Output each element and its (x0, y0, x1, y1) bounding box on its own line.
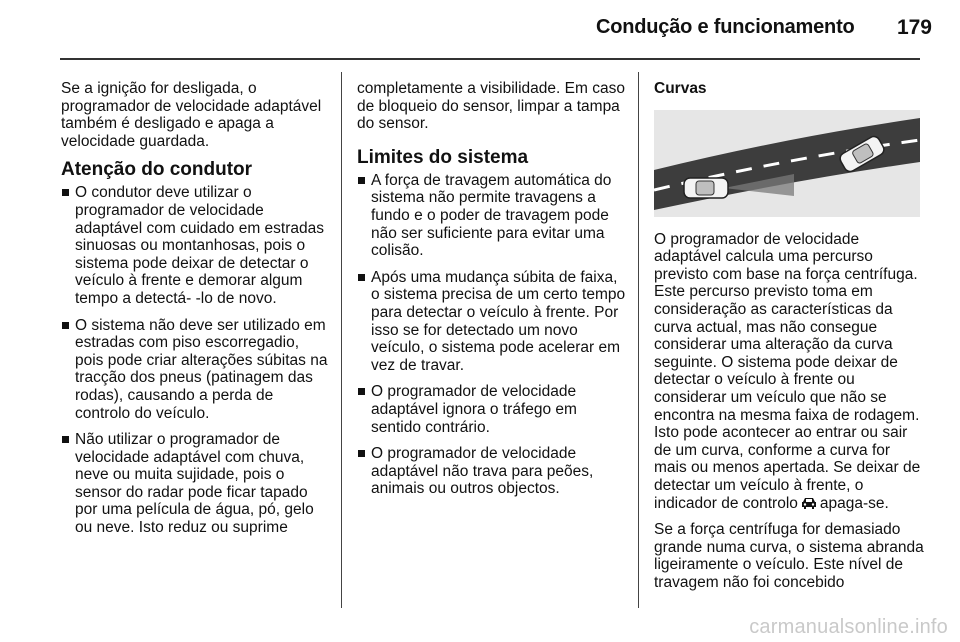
vehicle-ahead-indicator-icon (800, 496, 818, 510)
page-header-title: Condução e funcionamento (596, 16, 855, 38)
bullet-square-icon (62, 322, 69, 329)
page-number: 179 (896, 16, 932, 39)
list-item: O sistema não deve ser utilizado em estradas com piso escorregadio, pois pode criar alterações súbitas na tracção dos pneus (patinagem das rodas), causando a perda de controlo do veículo. (61, 317, 331, 423)
section-heading-system-limits: Limites do sistema (357, 146, 529, 168)
list-item: O programador de velocidade adaptável ignora o tráfego em sentido contrário. (357, 383, 627, 436)
intro-paragraph: Se a ignição for desligada, o programador de velocidade adaptável também é desligado e apaga a velocidade guardada. (61, 80, 322, 150)
curves-paragraph-2: Se a força centrífuga for demasiado grande numa curva, o sistema abranda ligeiramente o veículo. Este nível de travagem não foi concebido (654, 521, 924, 591)
list-item: A força de travagem automática do sistema não permite travagens a fundo e o poder de travagem pode não ser suficiente para evitar uma colisão. (357, 172, 627, 260)
bullet-square-icon (358, 274, 365, 281)
system-limits-list (357, 172, 627, 498)
continuation-paragraph: completamente a visibilidade. Em caso de bloqueio do sensor, limpar a tampa do sensor. (357, 80, 625, 133)
bullet-square-icon (358, 450, 365, 457)
bullet-square-icon (358, 388, 365, 395)
bullet-square-icon (62, 189, 69, 196)
list-item: O programador de velocidade adaptável não trava para peões, animais ou outros objectos. (357, 445, 627, 498)
list-item: O condutor deve utilizar o programador de velocidade adaptável com cuidado em estradas sinuosas ou montanhosas, pois o sistema pode deixar de detectar o veículo à frente e demorar algum tempo a detectá- -lo de novo. (61, 184, 331, 307)
curves-paragraph-1: O programador de velocidade adaptável calcula uma percurso previsto com base na força centrífuga. Este percurso previsto toma em consideração as características da curva actual, mas não consegue considerar uma alteração da curva seguinte. O sistema pode deixar de detectar o veículo à frente ou considerar um veículo que não se encontra na mesma faixa de rodagem. Isto pode acontecer ao entrar ou sair de um curva, conforme a curva for mais ou menos apertada. Se deixar de detectar um veículo à frente, o indicador de controlo apaga-se. (654, 230, 921, 512)
header-divider (60, 58, 920, 60)
bullet-square-icon (358, 177, 365, 184)
column-2 (357, 80, 627, 507)
driver-attention-list (61, 184, 331, 536)
own-car-icon (684, 178, 728, 198)
list-item: Após uma mudança súbita de faixa, o sistema precisa de um certo tempo para detectar o veículo à frente. Por isso se for detectado um novo veículo, o sistema pode acelerar em vez de travar. (357, 269, 627, 375)
watermark-text: carmanualsonline.info (749, 616, 948, 638)
section-heading-driver-attention: Atenção do condutor (61, 159, 253, 181)
column-divider-1 (341, 72, 342, 608)
bullet-square-icon (62, 436, 69, 443)
section-heading-curves: Curvas (654, 80, 707, 97)
curve-road-illustration (654, 110, 920, 217)
list-item: Não utilizar o programador de velocidade adaptável com chuva, neve ou muita sujidade, pois o sensor do radar pode ficar tapado por uma película de água, pó, gelo ou neve. Isto reduz ou suprime (61, 431, 331, 537)
column-3 (654, 80, 924, 600)
column-1 (61, 80, 331, 546)
column-divider-2 (638, 72, 639, 608)
